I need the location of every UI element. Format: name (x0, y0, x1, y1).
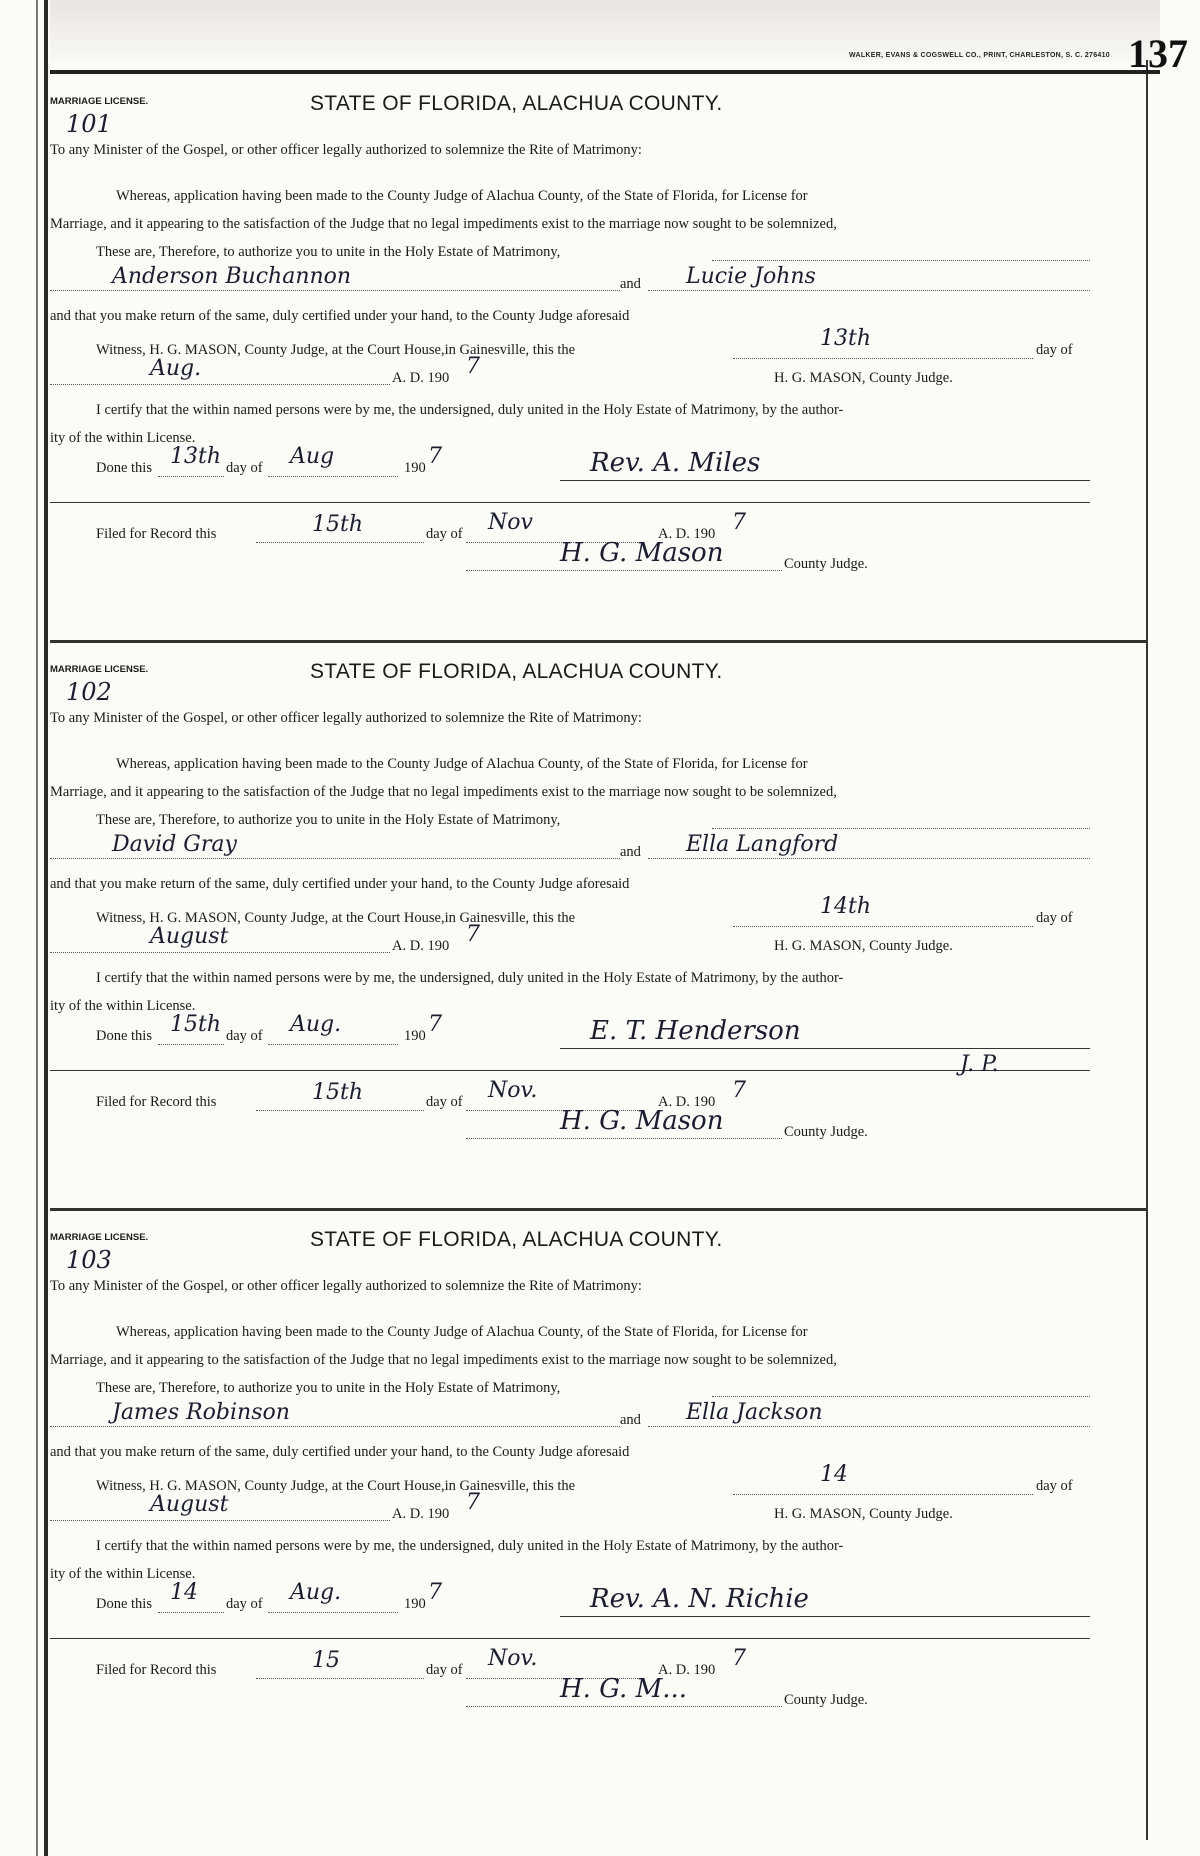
filed-day-of-label: day of (426, 526, 463, 542)
judge-signature-line (466, 570, 782, 571)
certify-line-2: ity of the within License. (50, 998, 196, 1014)
done-month: Aug. (290, 1012, 342, 1037)
license-number: 101 (66, 110, 112, 138)
filed-day: 15th (312, 1080, 364, 1105)
done-day-line (158, 1612, 224, 1613)
filed-label: Filed for Record this (96, 526, 217, 542)
day-of-label: day of (1036, 1478, 1073, 1494)
day-of-label: day of (1036, 342, 1073, 358)
done-day-of-label: day of (226, 460, 263, 476)
county-judge-label: County Judge. (784, 1124, 868, 1140)
filed-day: 15 (312, 1648, 340, 1673)
filed-year: 7 (732, 510, 746, 535)
groom-line (50, 1426, 620, 1427)
witness-line: Witness, H. G. MASON, County Judge, at the Court House,in Gainesville, this the (96, 1478, 576, 1494)
bride-name: Ella Langford (686, 832, 839, 857)
officiant-title: J. P. (960, 1052, 999, 1077)
and-label: and (620, 1412, 641, 1428)
form-label: MARRIAGE LICENSE. (50, 96, 149, 107)
appearing-line: Marriage, and it appearing to the satisfaction of the Judge that no legal impediments exist to the marriage now sought to be solemnized, (50, 1352, 837, 1368)
filed-month: Nov. (488, 1646, 538, 1671)
certify-line-2: ity of the within License. (50, 1566, 196, 1582)
done-label: Done this (96, 1028, 152, 1044)
done-day-of-label: day of (226, 1596, 263, 1612)
filed-month: Nov. (488, 1078, 538, 1103)
certify-line: I certify that the within named persons were by me, the undersigned, duly united in the Holy Estate of Matrimony, by the author- (96, 402, 844, 418)
judge-name: H. G. MASON, County Judge. (774, 1506, 953, 1522)
record-separator (50, 1638, 1090, 1639)
witness-month: Aug. (150, 356, 202, 381)
binding-line (44, 0, 48, 1856)
filed-day-line (256, 542, 424, 543)
whereas-line: Whereas, application having been made to the County Judge of Alachua County, of the State of Florida, for License for (116, 188, 808, 204)
bride-name: Lucie Johns (686, 264, 816, 289)
done-label: Done this (96, 1596, 152, 1612)
form-title: STATE OF FLORIDA, ALACHUA COUNTY. (310, 660, 723, 683)
done-month-line (268, 476, 398, 477)
witness-year: 7 (466, 922, 480, 947)
officiant-line (560, 480, 1090, 481)
certify-line-2: ity of the within License. (50, 430, 196, 446)
done-day: 15th (170, 1012, 222, 1037)
license-number: 103 (66, 1246, 112, 1274)
groom-name: Anderson Buchannon (112, 264, 352, 289)
appearing-line: Marriage, and it appearing to the satisfaction of the Judge that no legal impediments exist to the marriage now sought to be solemnized, (50, 216, 837, 232)
header-rule (50, 70, 1160, 74)
whereas-line: Whereas, application having been made to the County Judge of Alachua County, of the State of Florida, for License for (116, 756, 808, 772)
witness-month-line (50, 1520, 390, 1521)
and-label: and (620, 844, 641, 860)
filed-year: 7 (732, 1078, 746, 1103)
judge-name: H. G. MASON, County Judge. (774, 370, 953, 386)
done-year-prefix: 190 (404, 460, 426, 476)
officiant-line (560, 1616, 1090, 1617)
printer-imprint: WALKER, EVANS & COGSWELL CO., PRINT, CHARLESTON, S. C. 276410 (848, 52, 1110, 59)
witness-day: 13th (820, 326, 872, 351)
filed-day-of-label: day of (426, 1662, 463, 1678)
authorize-line: These are, Therefore, to authorize you to unite in the Holy Estate of Matrimony, (96, 812, 561, 828)
county-judge-label: County Judge. (784, 556, 868, 572)
witness-line: Witness, H. G. MASON, County Judge, at the Court House,in Gainesville, this the (96, 910, 576, 926)
groom-line (50, 858, 620, 859)
form-title: STATE OF FLORIDA, ALACHUA COUNTY. (310, 1228, 723, 1251)
officiant-signature: Rev. A. N. Richie (590, 1584, 809, 1614)
county-judge-label: County Judge. (784, 1692, 868, 1708)
done-day-of-label: day of (226, 1028, 263, 1044)
address-line: To any Minister of the Gospel, or other officer legally authorized to solemnize the Rite of Matrimony: (50, 1278, 642, 1294)
witness-month-line (50, 952, 390, 953)
filed-day-line (256, 1678, 424, 1679)
witness-day-line (733, 926, 1033, 927)
authorize-line: These are, Therefore, to authorize you to unite in the Holy Estate of Matrimony, (96, 1380, 561, 1396)
witness-year: 7 (466, 354, 480, 379)
certify-line: I certify that the within named persons were by me, the undersigned, duly united in the Holy Estate of Matrimony, by the author- (96, 970, 844, 986)
authorize-line: These are, Therefore, to authorize you to unite in the Holy Estate of Matrimony, (96, 244, 561, 260)
done-year: 7 (428, 1580, 442, 1605)
done-month-line (268, 1044, 398, 1045)
bride-name: Ella Jackson (686, 1400, 823, 1425)
judge-signature: H. G. Mason (560, 1106, 724, 1136)
witness-month: August (150, 1492, 229, 1517)
record-separator (50, 502, 1090, 503)
done-day: 14 (170, 1580, 198, 1605)
done-month: Aug (290, 444, 335, 469)
judge-signature: H. G. Mason (560, 538, 724, 568)
witness-year: 7 (466, 1490, 480, 1515)
dotted-line (712, 1396, 1090, 1397)
filed-ad-label: A. D. 190 (658, 1662, 716, 1678)
section-separator (50, 1208, 1146, 1211)
witness-day: 14 (820, 1462, 848, 1487)
record-separator (50, 1070, 1090, 1071)
page-number: 137 (1128, 31, 1188, 76)
bride-line (648, 290, 1090, 291)
done-day-line (158, 1044, 224, 1045)
filed-ad-label: A. D. 190 (658, 526, 716, 542)
officiant-signature: E. T. Henderson (590, 1016, 801, 1046)
done-month: Aug. (290, 1580, 342, 1605)
section-separator (50, 640, 1146, 643)
ad-label: A. D. 190 (392, 938, 450, 954)
done-day-line (158, 476, 224, 477)
return-line: and that you make return of the same, duly certified under your hand, to the County Judge aforesaid (50, 876, 630, 892)
form-label: MARRIAGE LICENSE. (50, 1232, 149, 1243)
filed-year: 7 (732, 1646, 746, 1671)
day-of-label: day of (1036, 910, 1073, 926)
binding-edge (36, 0, 38, 1856)
certify-line: I certify that the within named persons were by me, the undersigned, duly united in the Holy Estate of Matrimony, by the author- (96, 1538, 844, 1554)
dotted-line (712, 828, 1090, 829)
right-margin-line (1146, 60, 1148, 1840)
done-year-prefix: 190 (404, 1028, 426, 1044)
done-day: 13th (170, 444, 222, 469)
witness-line: Witness, H. G. MASON, County Judge, at the Court House,in Gainesville, this the (96, 342, 576, 358)
judge-signature-line (466, 1706, 782, 1707)
done-label: Done this (96, 460, 152, 476)
return-line: and that you make return of the same, duly certified under your hand, to the County Judge aforesaid (50, 1444, 630, 1460)
filed-month: Nov (488, 510, 533, 535)
witness-month-line (50, 384, 390, 385)
witness-day: 14th (820, 894, 872, 919)
whereas-line: Whereas, application having been made to the County Judge of Alachua County, of the State of Florida, for License for (116, 1324, 808, 1340)
ad-label: A. D. 190 (392, 370, 450, 386)
filed-day-of-label: day of (426, 1094, 463, 1110)
address-line: To any Minister of the Gospel, or other officer legally authorized to solemnize the Rite of Matrimony: (50, 710, 642, 726)
filed-day-line (256, 1110, 424, 1111)
ad-label: A. D. 190 (392, 1506, 450, 1522)
done-year: 7 (428, 444, 442, 469)
filed-ad-label: A. D. 190 (658, 1094, 716, 1110)
filed-label: Filed for Record this (96, 1662, 217, 1678)
groom-name: David Gray (112, 832, 237, 857)
filed-label: Filed for Record this (96, 1094, 217, 1110)
groom-line (50, 290, 620, 291)
return-line: and that you make return of the same, duly certified under your hand, to the County Judge aforesaid (50, 308, 630, 324)
witness-day-line (733, 358, 1033, 359)
officiant-line (560, 1048, 1090, 1049)
judge-signature-line (466, 1138, 782, 1139)
bride-line (648, 1426, 1090, 1427)
bride-line (648, 858, 1090, 859)
appearing-line: Marriage, and it appearing to the satisfaction of the Judge that no legal impediments exist to the marriage now sought to be solemnized, (50, 784, 837, 800)
judge-signature: H. G. M... (560, 1674, 687, 1704)
license-number: 102 (66, 678, 112, 706)
groom-name: James Robinson (112, 1400, 290, 1425)
filed-day: 15th (312, 512, 364, 537)
address-line: To any Minister of the Gospel, or other officer legally authorized to solemnize the Rite of Matrimony: (50, 142, 642, 158)
witness-day-line (733, 1494, 1033, 1495)
witness-month: August (150, 924, 229, 949)
form-label: MARRIAGE LICENSE. (50, 664, 149, 675)
and-label: and (620, 276, 641, 292)
dotted-line (712, 260, 1090, 261)
done-year: 7 (428, 1012, 442, 1037)
judge-name: H. G. MASON, County Judge. (774, 938, 953, 954)
done-year-prefix: 190 (404, 1596, 426, 1612)
officiant-signature: Rev. A. Miles (590, 448, 761, 478)
done-month-line (268, 1612, 398, 1613)
form-title: STATE OF FLORIDA, ALACHUA COUNTY. (310, 92, 723, 115)
